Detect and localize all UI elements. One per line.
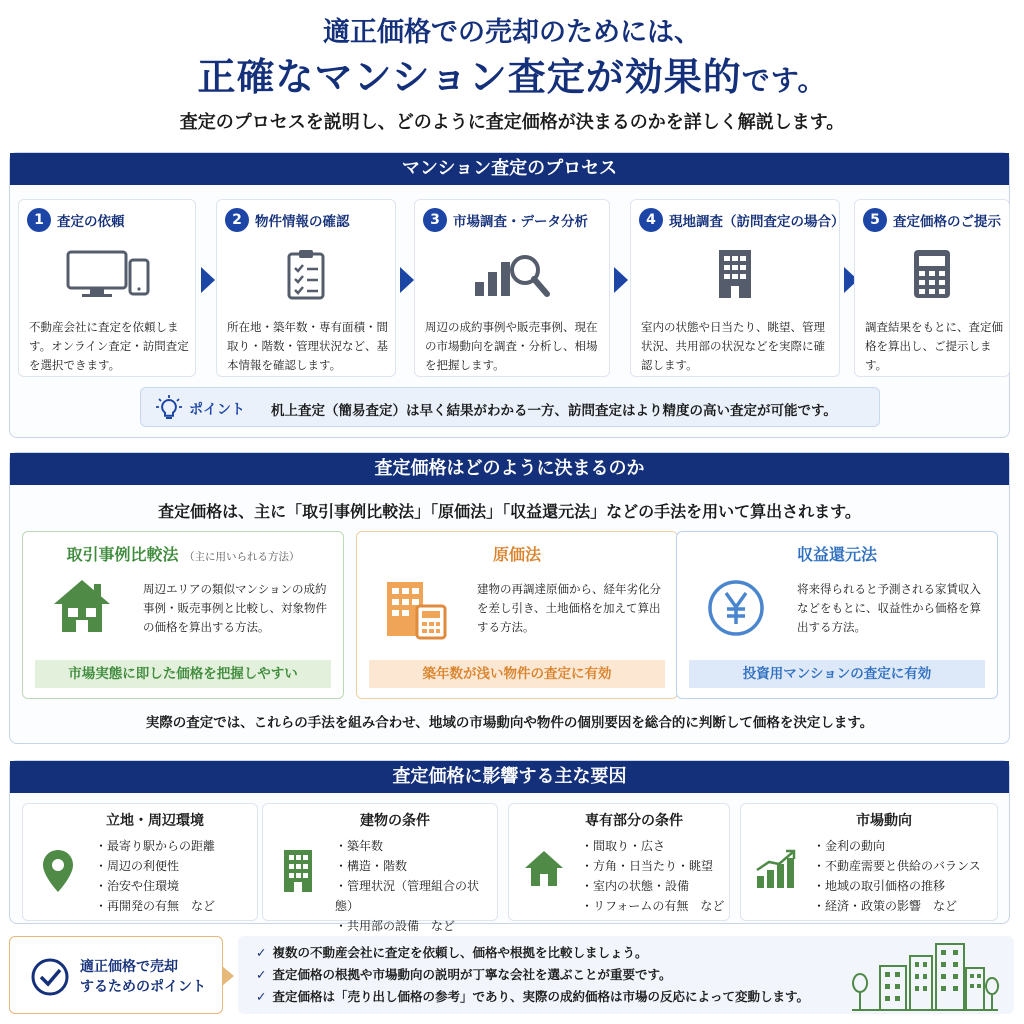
point-box bbox=[140, 387, 880, 427]
tips-list-box bbox=[238, 936, 1014, 1014]
page-title-line1: 適正価格での売却のためには、 bbox=[323, 17, 701, 48]
step-desc: 所在地・築年数・専有面積・間取り・階数・管理状況など、基本情報を確認します。 bbox=[227, 320, 388, 372]
list-item: ・間取り・広さ bbox=[581, 839, 666, 853]
step-number: 1 bbox=[27, 208, 51, 232]
step-desc: 調査結果をもとに、査定価格を算出し、ご提示します。 bbox=[865, 320, 1003, 372]
factor-location bbox=[22, 803, 258, 921]
factor-title: 市場動向 bbox=[856, 813, 912, 829]
step-title: 査定価格のご提示 bbox=[893, 214, 1001, 230]
page-title-tail: です。 bbox=[741, 64, 827, 97]
building-calculator-icon bbox=[371, 576, 461, 646]
house-icon bbox=[519, 848, 569, 898]
tip-text: 査定価格は「売り出し価格の参考」であり、実際の成約価格は市場の反応によって変動します。 bbox=[272, 989, 809, 1004]
checklist-icon bbox=[217, 248, 395, 300]
tips-label bbox=[80, 957, 206, 997]
tips-label-box bbox=[9, 936, 223, 1014]
step-number: 2 bbox=[225, 208, 249, 232]
factor-unit bbox=[508, 803, 730, 921]
method-title-note: （主に用いられる方法） bbox=[184, 551, 300, 563]
factor-list bbox=[581, 836, 724, 916]
method-badge: 市場実態に即した価格を把握しやすい bbox=[35, 660, 331, 688]
step-title: 現地調査（訪問査定の場合） bbox=[669, 214, 845, 230]
point-label: ポイント bbox=[189, 402, 245, 418]
calculator-icon bbox=[855, 248, 1009, 300]
step-title: 物件情報の確認 bbox=[255, 214, 350, 230]
list-item: ・地域の取引価格の推移 bbox=[813, 879, 946, 893]
factor-list bbox=[95, 836, 215, 916]
factor-list bbox=[335, 836, 497, 936]
check-icon: ✓ bbox=[256, 967, 267, 982]
step-title: 査定の依頼 bbox=[57, 214, 125, 230]
list-item: ・再開発の有無 など bbox=[95, 899, 216, 913]
building-icon bbox=[273, 848, 323, 898]
step-arrow-icon bbox=[614, 267, 628, 293]
step-number: 5 bbox=[863, 208, 887, 232]
list-item: ・築年数 bbox=[335, 839, 384, 853]
process-panel bbox=[9, 152, 1010, 438]
tip-text: 複数の不動産会社に査定を依頼し、価格や根拠を比較しましょう。 bbox=[272, 945, 648, 960]
list-item bbox=[256, 986, 809, 1008]
step-arrow-icon bbox=[201, 267, 215, 293]
list-item: ・金利の動向 bbox=[813, 839, 886, 853]
methods-intro: 査定価格は、主に「取引事例比較法」「原価法」「収益還元法」などの手法を用いて算出されます。 bbox=[158, 502, 861, 521]
factor-building bbox=[262, 803, 498, 933]
list-item bbox=[256, 964, 809, 986]
page-title-line2 bbox=[0, 46, 1024, 101]
step-desc: 周辺の成約事例や販売事例、現在の市場動向を調査・分析し、相場を把握します。 bbox=[425, 320, 598, 372]
lightbulb-icon bbox=[155, 394, 183, 426]
method-badge: 投資用マンションの査定に有効 bbox=[689, 660, 985, 688]
factors-panel bbox=[9, 760, 1010, 933]
tips-pointer bbox=[222, 966, 234, 986]
tips-label-line1: 適正価格で売却 bbox=[80, 959, 178, 975]
tips-list bbox=[256, 942, 809, 1008]
house-icon bbox=[37, 576, 127, 646]
step-title: 市場調査・データ分析 bbox=[453, 214, 588, 230]
map-pin-icon bbox=[33, 848, 83, 898]
list-item: ・不動産需要と供給のバランス bbox=[813, 859, 981, 873]
step-desc: 室内の状態や日当たり、眺望、管理状況、共用部の状況などを実際に確認します。 bbox=[641, 320, 825, 372]
method-desc: 建物の再調達原価から、経年劣化分を差し引き、土地価格を加えて算出する方法。 bbox=[477, 582, 661, 634]
point-text: 机上査定（簡易査定）は早く結果がわかる一方、訪問査定はより精度の高い査定が可能です。 bbox=[271, 403, 837, 419]
list-item bbox=[256, 942, 809, 964]
step-number: 3 bbox=[423, 208, 447, 232]
step-number: 4 bbox=[639, 208, 663, 232]
process-title: マンション査定のプロセス bbox=[10, 153, 1009, 185]
page-title-main: 正確なマンション査定が効果的 bbox=[197, 55, 742, 99]
list-item: ・リフォームの有無 など bbox=[581, 899, 725, 913]
factors-title: 査定価格に影響する主な要因 bbox=[10, 761, 1009, 793]
step-4 bbox=[630, 199, 845, 377]
factor-title: 建物の条件 bbox=[360, 813, 430, 829]
page-subtitle: 査定のプロセスを説明し、どのように査定価格が決まるのかを詳しく解説します。 bbox=[179, 112, 845, 133]
yen-coin-icon bbox=[691, 576, 781, 646]
method-cost bbox=[356, 531, 678, 699]
methods-panel bbox=[9, 452, 1010, 744]
check-icon: ✓ bbox=[256, 989, 267, 1004]
factor-title: 専有部分の条件 bbox=[585, 813, 683, 829]
method-badge: 築年数が浅い物件の査定に有効 bbox=[369, 660, 665, 688]
process-steps bbox=[16, 199, 1006, 379]
method-title-text: 取引事例比較法 bbox=[66, 545, 179, 564]
method-desc: 将来得られると予測される家賃収入などをもとに、収益性から価格を算出する方法。 bbox=[797, 582, 981, 634]
list-item: ・最寄り駅からの距離 bbox=[95, 839, 216, 853]
list-item: ・共用部の設備 など bbox=[335, 919, 456, 933]
method-title: 収益還元法 bbox=[796, 545, 877, 564]
list-item: ・管理状況（管理組合の状態） bbox=[335, 879, 480, 913]
list-item: ・室内の状態・設備 bbox=[581, 879, 690, 893]
factor-list bbox=[813, 836, 981, 916]
list-item: ・方角・日当たり・眺望 bbox=[581, 859, 714, 873]
city-buildings-icon bbox=[850, 940, 1000, 1016]
list-item: ・周辺の利便性 bbox=[95, 859, 180, 873]
step-2 bbox=[216, 199, 396, 377]
tips-label-line2: するためのポイント bbox=[80, 979, 206, 995]
factor-market bbox=[740, 803, 998, 921]
method-title bbox=[23, 542, 343, 565]
method-title: 原価法 bbox=[492, 545, 541, 564]
step-1 bbox=[18, 199, 196, 377]
computer-phone-icon bbox=[19, 248, 195, 300]
factor-title: 立地・周辺環境 bbox=[106, 813, 204, 829]
check-circle-icon bbox=[30, 957, 70, 1001]
building-icon bbox=[631, 248, 839, 300]
step-arrow-icon bbox=[400, 267, 414, 293]
step-5 bbox=[854, 199, 1010, 377]
check-icon: ✓ bbox=[256, 945, 267, 960]
methods-closing: 実際の査定では、これらの手法を組み合わせ、地域の市場動向や物件の個別要因を総合的に判断して価格を決定します。 bbox=[145, 715, 874, 731]
growth-chart-icon bbox=[751, 848, 801, 898]
chart-search-icon bbox=[415, 248, 609, 300]
method-comparison bbox=[22, 531, 344, 699]
list-item: ・治安や住環境 bbox=[95, 879, 180, 893]
list-item: ・構造・階数 bbox=[335, 859, 408, 873]
step-3 bbox=[414, 199, 610, 377]
list-item: ・経済・政策の影響 など bbox=[813, 899, 958, 913]
method-income bbox=[676, 531, 998, 699]
step-desc: 不動産会社に査定を依頼します。オンライン査定・訪問査定を選択できます。 bbox=[29, 320, 189, 372]
tip-text: 査定価格の根拠や市場動向の説明が丁寧な会社を選ぶことが重要です。 bbox=[272, 967, 672, 982]
methods-title: 査定価格はどのように決まるのか bbox=[10, 453, 1009, 485]
method-desc: 周辺エリアの類似マンションの成約事例・販売事例と比較し、対象物件の価格を算出する方法。 bbox=[143, 582, 327, 634]
